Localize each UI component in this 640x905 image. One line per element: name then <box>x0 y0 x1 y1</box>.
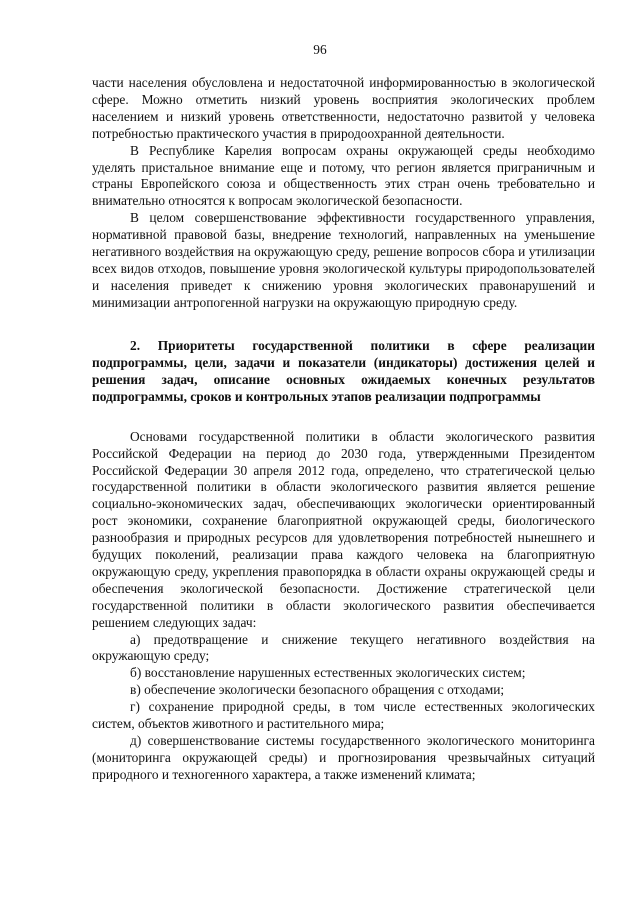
task-item-c: в) обеспечение экологически безопасного обращения с отходами; <box>130 682 505 698</box>
task-item-a: а) предотвращение и снижение текущего негативного воздействия на окружающую среду; <box>92 631 595 664</box>
task-item-e: д) совершенствование системы государственного экологического мониторинга (мониторинга окружающей среды) и прогнозирования чрезвычайных ситуаций природного и техногенного характера, а также изменений климата; <box>92 733 595 782</box>
paragraph-state-policy: Основами государственной политики в области экологического развития Российской Федерации на период до 2030 года, утвержденными Президентом Российской Федерации 30 апреля 2012 года, определено, что стратегической целью государственной политики в области экологического развития является решение социально-экономических задач, обеспечивающих экологически ориентированный рост экономики, сохранение благоприятной окружающей среды, биологического разнообразия и природных ресурсов для удовлетворения потребностей нынешнего и будущих поколений, реализации права каждого человека на благоприятную окружающую среду, укрепления правопорядка в области охраны окружающей среды и обеспечения экологической безопасности. Достижение стратегической цели государственной политики в области экологического развития обеспечивается решением следующих задач: <box>92 428 595 630</box>
paragraph-improvement: В целом совершенствование эффективности государственного управления, нормативной правовой базы, внедрение технологий, направленных на уменьшение негативного воздействия на окружающую среду, решение вопросов сбора и утилизации всех видов отходов, повышение уровня экологической культуры природопользователей и населения приведет к снижению уровня экологических правонарушений и минимизации антропогенной нагрузки на окружающую природную среду. <box>92 210 595 310</box>
task-item-b: б) восстановление нарушенных естественных экологических систем; <box>130 665 526 681</box>
section-heading: 2. Приоритеты государственной политики в сфере реализации подпрограммы, цели, задачи и показатели (индикаторы) достижения целей и решения задач, описание основных ожидаемых конечных результатов подпрограммы, сроков и контрольных этапов реализации подпрограммы <box>92 337 595 404</box>
page-content <box>92 75 595 784</box>
paragraph-karelia: В Республике Карелия вопросам охраны окружающей среды необходимо уделять пристальное внимание еще и потому, что регион является приграничным и страны Европейского союза и общественность этих стран очень требовательно и внимательно относятся к вопросам экологической безопасности. <box>92 142 595 209</box>
task-item-d: г) сохранение природной среды, в том числе естественных экологических систем, объектов животного и растительного мира; <box>92 699 595 732</box>
paragraph-continuation: части населения обусловлена и недостаточной информированностью в экологической сфере. Можно отметить низкий уровень восприятия экологических проблем населением и низкий уровень ответственности, недостаточно развитой у человека потребностью практического участия в природоохранной деятельности. <box>92 75 595 141</box>
page-number: 96 <box>313 42 327 57</box>
